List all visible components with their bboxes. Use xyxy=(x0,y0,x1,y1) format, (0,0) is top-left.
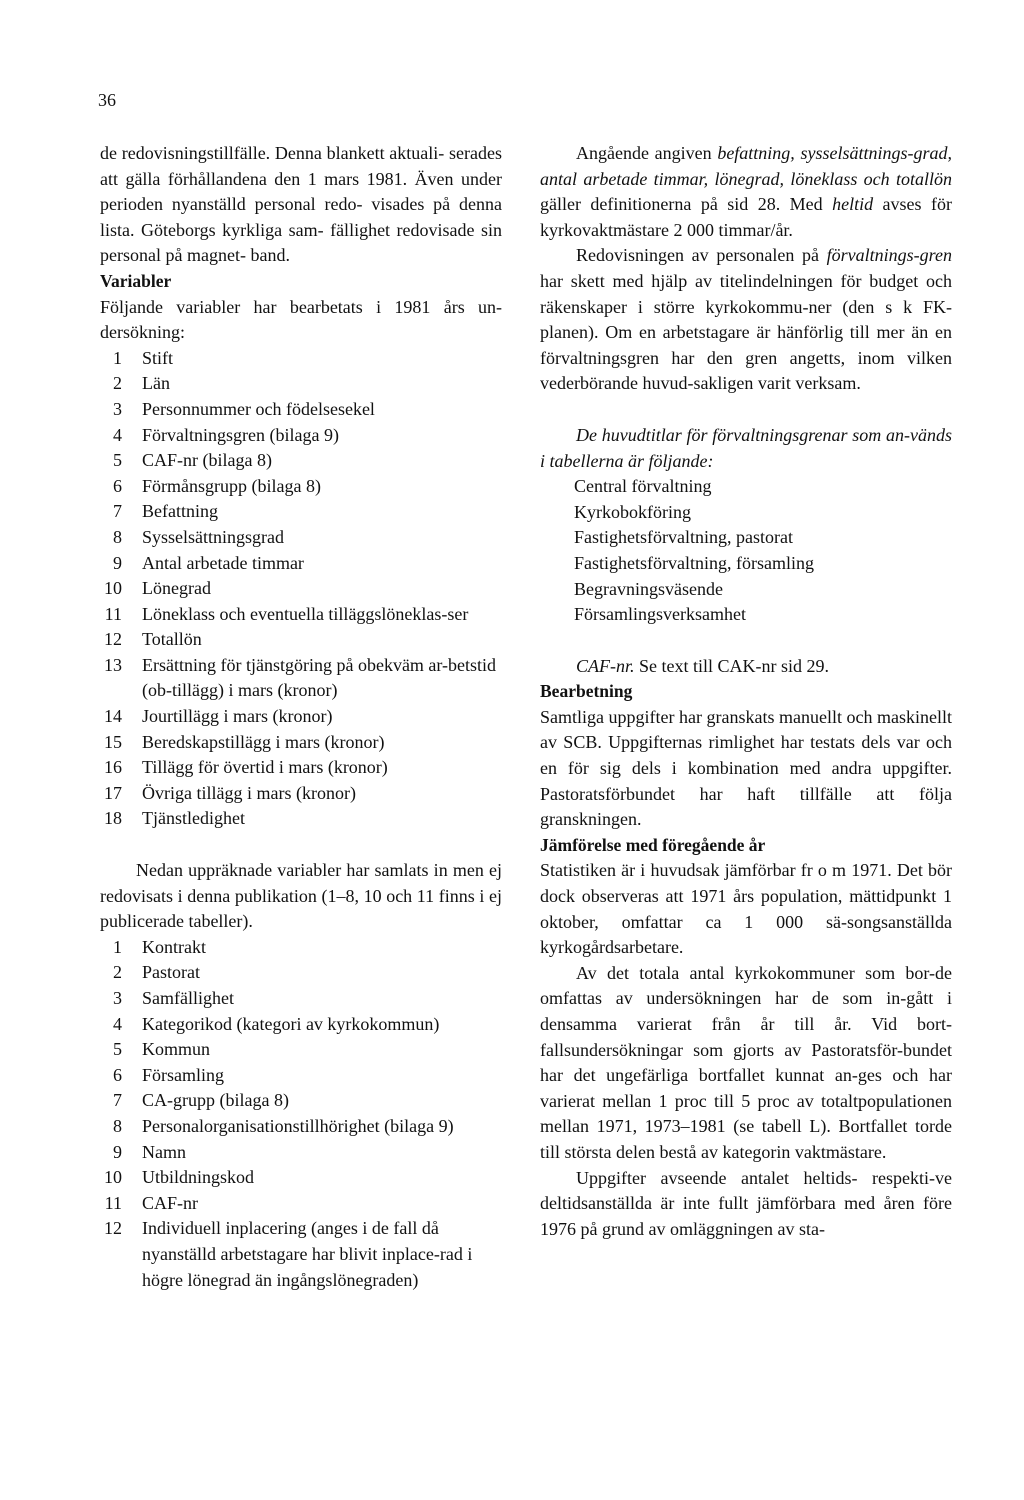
intro-line: visades på denna lista. Göteborgs kyrkliga sam- xyxy=(100,194,503,240)
list-item xyxy=(100,525,502,551)
comparison-heading: Jämförelse med föregående år xyxy=(540,834,766,855)
list-item xyxy=(100,602,502,628)
list-item xyxy=(100,1216,502,1293)
item-number: 15 xyxy=(104,731,122,752)
intro-paragraph xyxy=(100,141,502,269)
list-item xyxy=(100,551,502,577)
italic-run: heltid xyxy=(832,194,874,215)
item-number: 2 xyxy=(113,373,122,394)
text-run: har skett med hjälp av titelindelningen för budget och räkenskaper i större kyrkokommu-ner (den s k FK-planen). Om en arbetstagare är hänförlig till mer än en förvaltningsgren har den gren angetts, inom vilken vederbörande huvud-sakligen varit verksam. xyxy=(540,270,952,394)
variables-heading: Variabler xyxy=(100,270,172,291)
item-text: Stift xyxy=(142,347,174,368)
item-text: Samfällighet xyxy=(142,988,234,1008)
list-item xyxy=(100,499,502,525)
item-text: Namn xyxy=(142,1141,186,1162)
comparison-paragraph-3: Uppgifter avseende antalet heltids- respekti-ve deltidsanställda är inte fullt jämförbara med åren före 1976 på grund av omläggningen av sta- xyxy=(540,1167,952,1239)
item-text: Tjänstledighet xyxy=(142,808,245,829)
right-column xyxy=(540,141,952,1242)
item-text: CAF-nr xyxy=(142,1192,199,1213)
variables-list xyxy=(100,346,502,832)
list-item xyxy=(100,960,502,986)
item-number: 5 xyxy=(113,1039,122,1060)
item-text: Beredskapstillägg i mars (kronor) xyxy=(142,731,385,752)
list-item xyxy=(100,1037,502,1063)
list-item xyxy=(100,474,502,500)
item-text: Individuell inplacering (anges i de fall då nyanställd arbetstagare har blivit inplace-rad i högre lönegrad än ingångslönegraden) xyxy=(142,1218,473,1290)
italic-run: CAF-nr. xyxy=(576,655,635,676)
item-text: Personalorganisationstillhörighet (bilaga 9) xyxy=(142,1115,454,1136)
item-text: Pastorat xyxy=(142,962,200,983)
item-number: 4 xyxy=(113,424,122,445)
item-number: 7 xyxy=(113,501,122,522)
item-number: 1 xyxy=(113,347,122,368)
item-number: 6 xyxy=(113,1064,122,1085)
branches-intro: De huvudtitlar för förvaltningsgrenar som an-vänds i tabellerna är följande: xyxy=(540,424,952,471)
list-item xyxy=(100,1063,502,1089)
item-text: Utbildningskod xyxy=(142,1167,255,1188)
definitions-paragraph xyxy=(540,141,952,243)
item-number: 12 xyxy=(104,629,122,650)
item-text: Kategorikod (kategori av kyrkokommun) xyxy=(142,1013,440,1034)
item-text: Kommun xyxy=(142,1039,211,1060)
item-number: 8 xyxy=(113,1115,122,1136)
item-number: 1 xyxy=(113,936,122,957)
list-item xyxy=(100,755,502,781)
list-item xyxy=(100,1140,502,1166)
item-number: 10 xyxy=(104,1167,122,1188)
collected-variables-list xyxy=(100,935,502,1293)
item-text: Befattning xyxy=(142,501,218,522)
list-item xyxy=(100,1088,502,1114)
item-number: 17 xyxy=(104,782,122,803)
list-item xyxy=(100,1165,502,1191)
left-column xyxy=(100,141,502,1293)
list-item xyxy=(100,576,502,602)
list-item xyxy=(100,1114,502,1140)
item-number: 3 xyxy=(113,988,122,1008)
italic-run: befattning, sysselsättnings-grad, antal arbetade timmar, lönegrad, löneklass och totallön xyxy=(540,143,952,189)
item-number: 9 xyxy=(113,552,122,573)
item-text: Personnummer och födelsesekel xyxy=(142,398,375,419)
branches-list xyxy=(540,474,952,628)
item-number: 8 xyxy=(113,526,122,547)
list-item xyxy=(100,397,502,423)
list-item xyxy=(100,346,502,372)
item-number: 16 xyxy=(104,757,122,778)
branch-item: Kyrkobokföring xyxy=(574,501,691,522)
item-number: 12 xyxy=(104,1218,122,1239)
processing-heading: Bearbetning xyxy=(540,681,633,702)
item-number: 18 xyxy=(104,808,122,829)
item-number: 5 xyxy=(113,450,122,471)
list-item xyxy=(100,1191,502,1217)
branch-item: Församlingsverksamhet xyxy=(574,604,746,625)
item-text: Län xyxy=(142,373,170,394)
item-text: Sysselsättningsgrad xyxy=(142,526,284,547)
branch-paragraph xyxy=(540,243,952,397)
list-item xyxy=(100,627,502,653)
variables-intro: Följande variabler har bearbetats i 1981 års un-dersökning: xyxy=(100,296,502,343)
branch-item: Begravningsväsende xyxy=(574,578,723,599)
list-item xyxy=(100,423,502,449)
list-item xyxy=(100,448,502,474)
intro-line: Även under perioden nyanställd personal redo- xyxy=(100,168,502,215)
text-run: Angående angiven xyxy=(576,143,718,163)
italic-run: förvaltnings-gren xyxy=(826,245,952,266)
list-item xyxy=(100,730,502,756)
item-text: Tillägg för övertid i mars (kronor) xyxy=(142,757,388,778)
item-text: Ersättning för tjänstgöring på obekväm ar-betstid (ob-tillägg) i mars (kronor) xyxy=(142,654,497,701)
text-run: Se text till CAK-nr sid 29. xyxy=(634,655,829,676)
item-text: Övriga tillägg i mars (kronor) xyxy=(142,782,356,803)
page-number: 36 xyxy=(98,90,116,110)
intro-line: fällighet redovisade sin personal på magnet- xyxy=(100,219,502,266)
list-item xyxy=(100,806,502,832)
text-run: avses för kyrkovaktmästare 2 000 timmar/år. xyxy=(540,194,952,240)
comparison-paragraph-1: Statistiken är i huvudsak jämförbar fr o m 1971. Det bör dock observeras att 1971 års population, mättidpunkt 1 oktober, omfattar ca 1 000 sä-songsanställda kyrkogårdsarbetare. xyxy=(540,860,952,958)
item-text: Löneklass och eventuella tilläggslöneklas-ser xyxy=(142,603,469,624)
item-text: Kontrakt xyxy=(142,936,206,957)
list-item xyxy=(100,986,502,1012)
text-run: gäller definitionerna på sid 28. Med xyxy=(540,194,833,215)
list-item xyxy=(100,781,502,807)
intro-line: band. xyxy=(250,245,290,266)
branch-item: Central förvaltning xyxy=(574,476,712,497)
branch-item: Fastighetsförvaltning, församling xyxy=(574,552,814,573)
caf-note xyxy=(540,654,952,680)
processing-text: Samtliga uppgifter har granskats manuellt och maskinellt av SCB. Uppgifternas rimlighet har testats dels var och en för sig dels i kombination med andra uppgifter. Pastoratsförbundet har haft tillfälle att följa granskningen. xyxy=(540,706,952,830)
item-text: Totallön xyxy=(142,629,202,650)
text-run: Redovisningen av personalen på xyxy=(576,245,827,266)
item-number: 7 xyxy=(113,1090,122,1111)
item-text: CAF-nr (bilaga 8) xyxy=(142,450,272,471)
item-number: 13 xyxy=(104,654,122,675)
item-text: Lönegrad xyxy=(142,578,211,599)
list-item xyxy=(100,1012,502,1038)
item-number: 3 xyxy=(113,398,122,419)
item-number: 14 xyxy=(104,706,122,727)
item-text: Förvaltningsgren (bilaga 9) xyxy=(142,424,339,445)
list-item xyxy=(100,653,502,704)
intro-line: serades att gälla förhållandena den 1 mars 1981. xyxy=(100,143,503,189)
item-number: 4 xyxy=(113,1013,122,1034)
item-number: 6 xyxy=(113,475,122,496)
item-number: 11 xyxy=(104,1192,122,1213)
item-text: Jourtillägg i mars (kronor) xyxy=(142,706,333,727)
intro-line: de redovisningstillfälle. Denna blankett aktuali- xyxy=(100,143,445,163)
list-item xyxy=(100,371,502,397)
list-item xyxy=(100,935,502,961)
item-text: Antal arbetade timmar xyxy=(142,552,304,573)
list-item xyxy=(100,704,502,730)
item-number: 10 xyxy=(104,578,122,599)
comparison-paragraph-2: Av det totala antal kyrkokommuner som bor-de omfattas av undersökningen har de som in-gått i densamma varierat från år till år. Vid bort-fallsundersökningar som gjorts av Pastoratsför-bundet har det ungefärliga bortfallet kunnat an-ges och har varierat mellan 1 proc till 5 proc av totaltpopulationen mellan 1971, 1973–1981 (se tabell L). Bortfallet torde till största delen bestå av kategorin vaktmästare. xyxy=(540,962,952,1162)
item-number: 11 xyxy=(104,603,122,624)
item-text: Församling xyxy=(142,1064,225,1085)
collected-intro: Nedan uppräknade variabler har samlats in men ej redovisats i denna publikation (1–8, 10 och 11 finns i ej publicerade tabeller). xyxy=(100,860,502,932)
branch-item: Fastighetsförvaltning, pastorat xyxy=(574,527,793,548)
item-number: 2 xyxy=(113,962,122,983)
item-number: 9 xyxy=(113,1141,122,1162)
item-text: CA-grupp (bilaga 8) xyxy=(142,1090,289,1111)
item-text: Förmånsgrupp (bilaga 8) xyxy=(142,475,321,496)
